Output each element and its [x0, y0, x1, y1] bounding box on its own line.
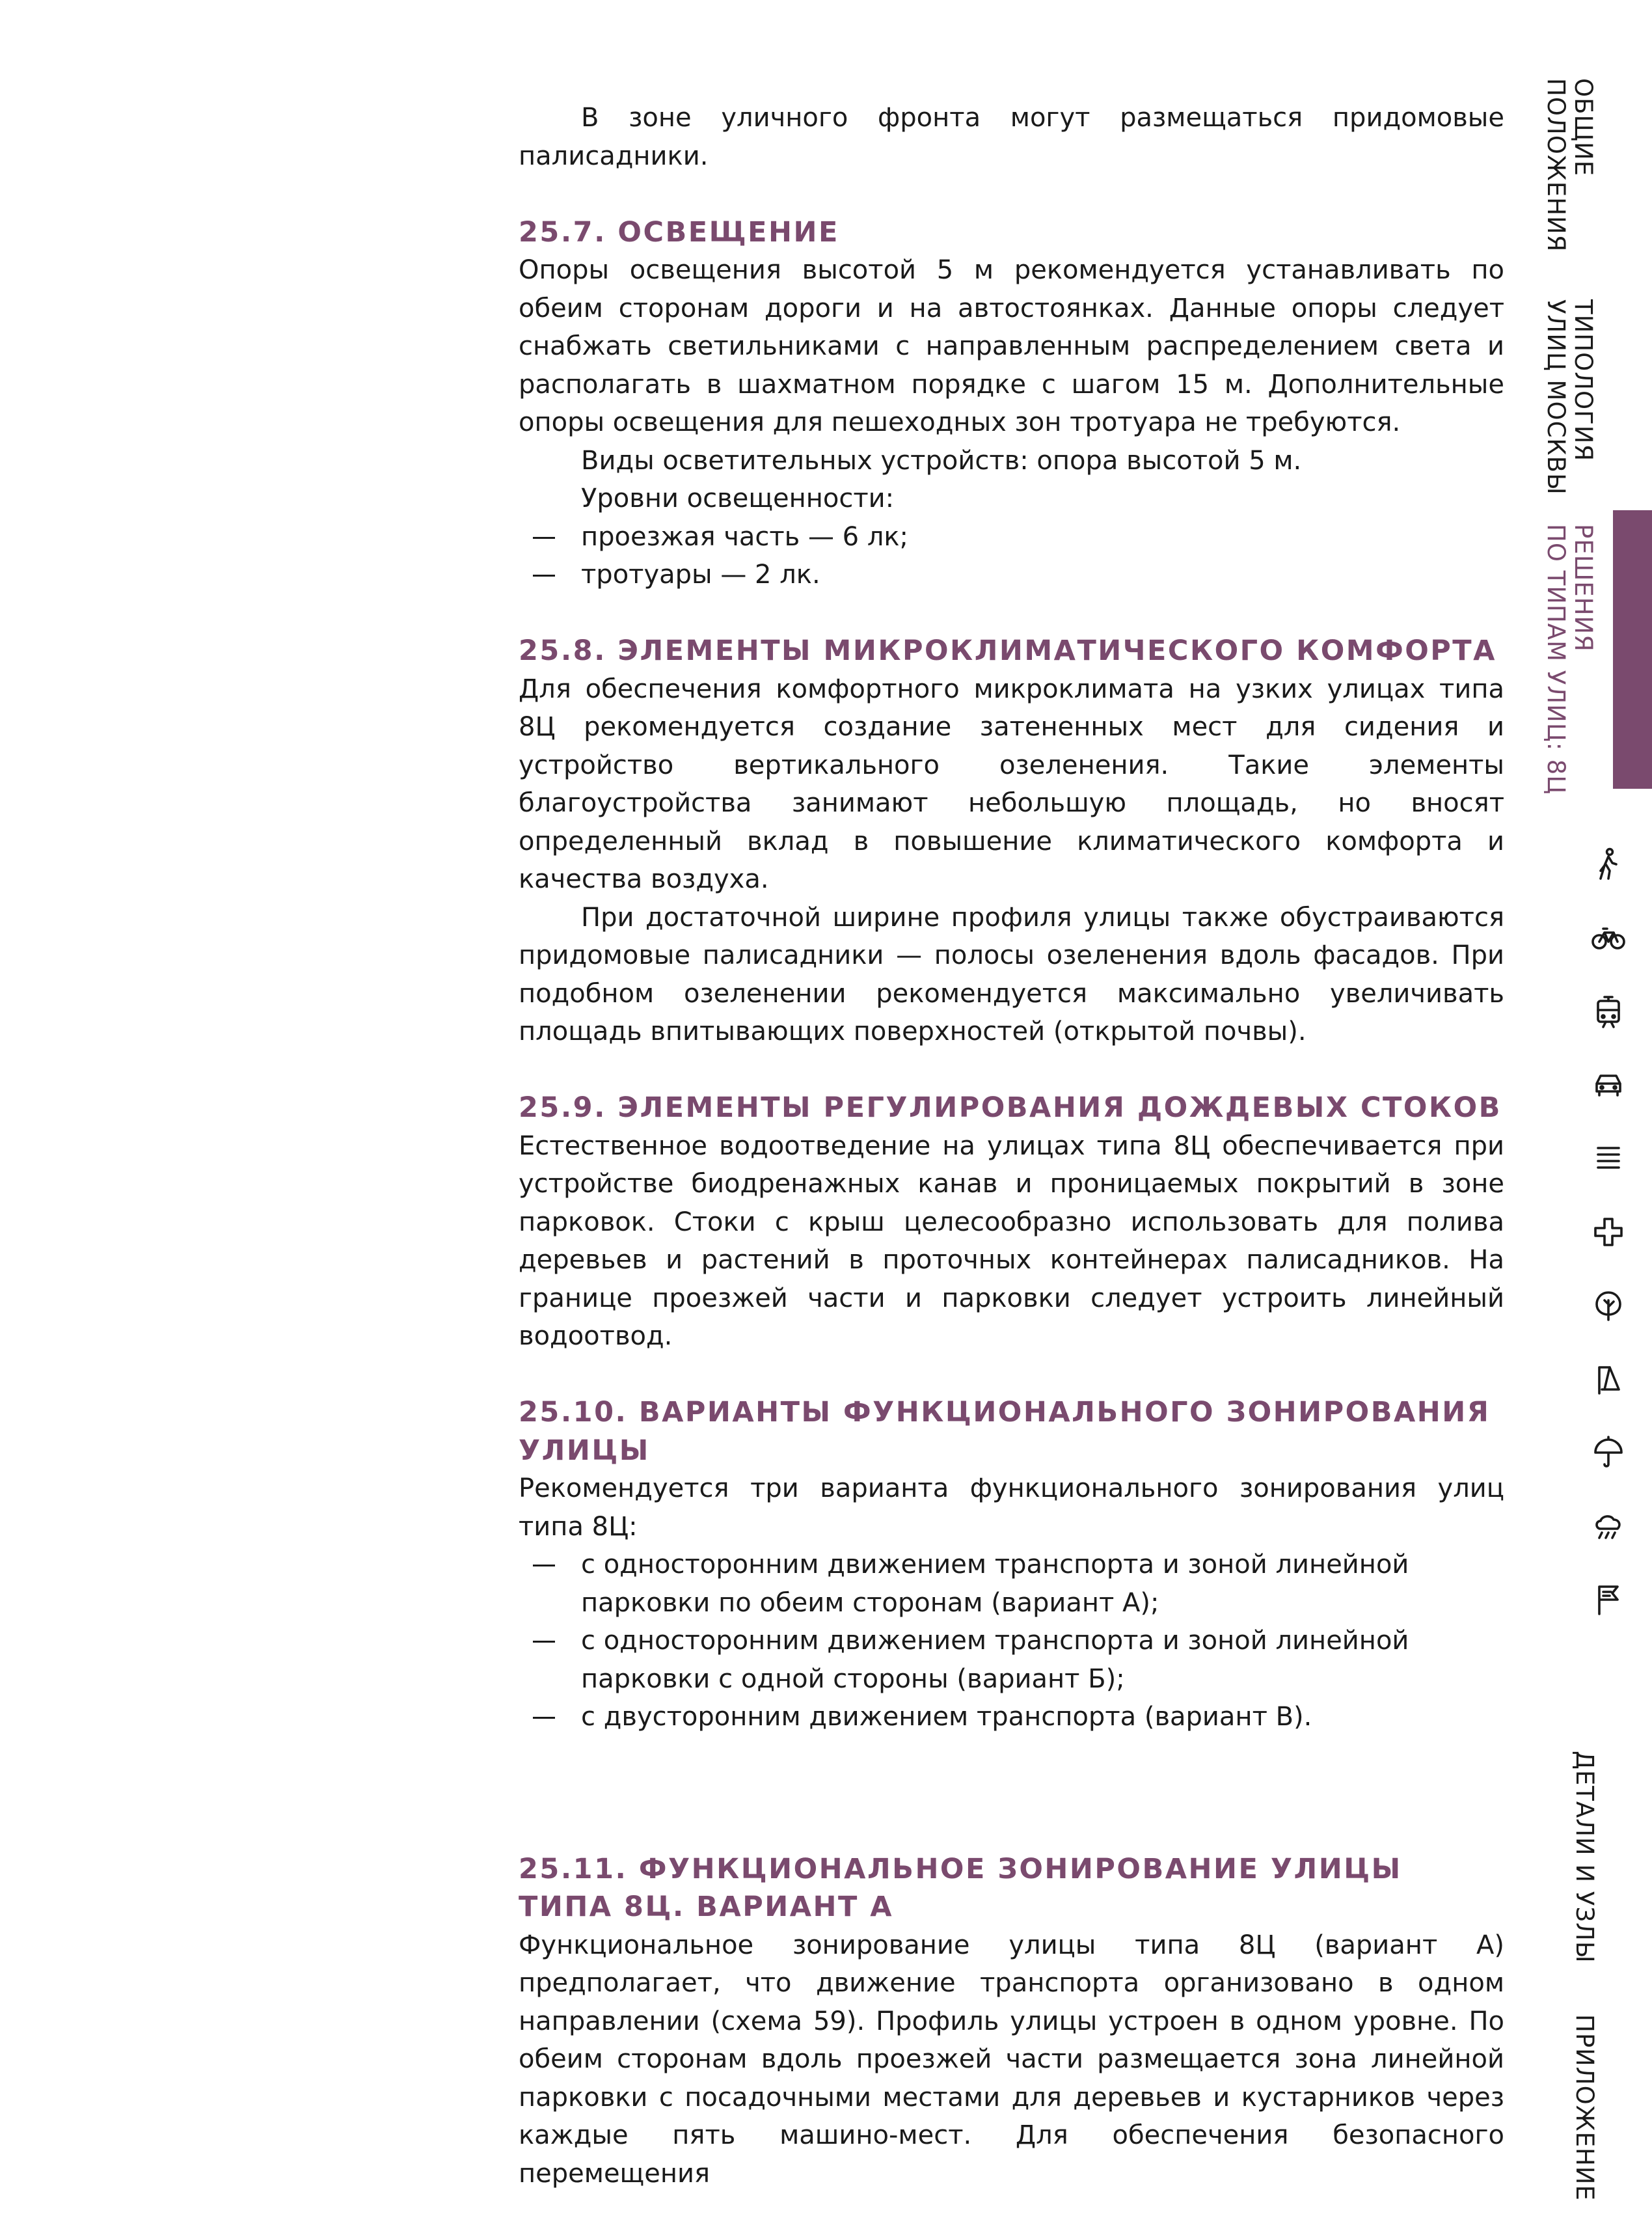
paragraph: Рекомендуется три варианта функционального зонирования улиц типа 8Ц: — [519, 1473, 1504, 1542]
paragraph: Опоры освещения высотой 5 м рекомендуется устанавливать по обеим сторонам дороги и на автостоянках. Данные опоры следует снабжать светильниками с направленным распределением света и располагать в шахматном порядке с шагом 15 м. Дополнительные опоры освещения для пешеходных зон тротуара не требуются. — [519, 255, 1504, 437]
section-zoning-variants — [519, 1393, 1504, 1736]
nav-tab-typology[interactable]: ТИПОЛОГИЯ УЛИЦ МОСКВЫ — [1542, 299, 1597, 495]
bicycle-icon[interactable] — [1591, 921, 1625, 955]
list-item: с двусторонним движением транспорта (вариант В). — [519, 1698, 1504, 1736]
section-heading: 25.7. ОСВЕЩЕНИЕ — [519, 215, 839, 249]
nav-tab-general[interactable]: ОБЩИЕ ПОЛОЖЕНИЯ — [1542, 78, 1597, 253]
bullet-list — [519, 518, 1504, 594]
nav-active-marker — [1613, 510, 1652, 789]
intro — [519, 99, 1504, 175]
section-heading: 25.11. ФУНКЦИОНАЛЬНОЕ ЗОНИРОВАНИЕ УЛИЦЫ ТИПА 8Ц. ВАРИАНТ А — [519, 1852, 1402, 1923]
bullet-list — [519, 1546, 1504, 1736]
tree-icon[interactable] — [1591, 1289, 1625, 1322]
lamp-icon[interactable] — [1591, 1362, 1625, 1396]
section-stormwater — [519, 1089, 1504, 1356]
medical-cross-icon[interactable] — [1591, 1215, 1625, 1249]
section-lighting — [519, 213, 1504, 594]
paragraph: Уровни освещенности: — [581, 484, 895, 513]
car-icon[interactable] — [1591, 1068, 1625, 1102]
paragraph: Естественное водоотведение на улицах типа 8Ц обеспечивается при устройстве биодренажных канав и проницаемых покрытий в зоне парковок. Стоки с крыш целесообразно использовать для полива деревьев и растений в проточных контейнерах палисадников. На границе проезжей части и парковки следует устроить линейный водоотвод. — [519, 1130, 1504, 1351]
section-microclimate — [519, 632, 1504, 1051]
section-heading: 25.10. ВАРИАНТЫ ФУНКЦИОНАЛЬНОГО ЗОНИРОВАНИЯ УЛИЦЫ — [519, 1396, 1491, 1467]
rain-cloud-icon[interactable] — [1591, 1509, 1625, 1543]
paragraph: При достаточной ширине профиля улицы также обустраиваются придомовые палисадники — полосы озеленения вдоль фасадов. При подобном озеленении рекомендуется максимально увеличивать площадь впитывающих поверхностей (открытой почвы). — [519, 902, 1504, 1046]
layers-icon[interactable] — [1591, 1142, 1625, 1175]
list-item: с односторонним движением транспорта и зоной линейной парковки с одной стороны (вариант Б); — [519, 1622, 1504, 1698]
section-zoning-variant-a — [519, 1850, 1504, 2193]
section-heading: 25.8. ЭЛЕМЕНТЫ МИКРОКЛИМАТИЧЕСКОГО КОМФОРТА — [519, 635, 1496, 667]
main-text — [519, 99, 1504, 2193]
flag-icon[interactable] — [1591, 1583, 1625, 1617]
paragraph: Функциональное зонирование улицы типа 8Ц (вариант А) предполагает, что движение транспорта организовано в одном направлении (схема 59). Профиль улицы устроен в одном уровне. По обеим сторонам вдоль проезжей части размещается зона линейной парковки с посадочными местами для деревьев и кустарников через каждые пять машино-мест. Для обеспечения безопасного перемещения — [519, 1930, 1504, 2189]
list-item: проезжая часть — 6 лк; — [519, 518, 1504, 556]
umbrella-icon[interactable] — [1591, 1436, 1625, 1470]
paragraph: Для обеспечения комфортного микроклимата на узких улицах типа 8Ц рекомендуется создание затененных мест для сидения и устройство вертикального озеленения. Такие элементы благоустройства занимают небольшую площадь, но вносят определенный вклад в повышение климатического комфорта и качества воздуха. — [519, 674, 1504, 894]
tram-icon[interactable] — [1591, 994, 1625, 1028]
paragraph: Виды осветительных устройств: опора высотой 5 м. — [581, 445, 1302, 476]
nav-tab-appendix[interactable]: ПРИЛОЖЕНИЕ — [1571, 2014, 1599, 2201]
pedestrian-icon[interactable] — [1591, 847, 1625, 881]
nav-tab-solutions[interactable]: РЕШЕНИЯ ПО ТИПАМ УЛИЦ: 8Ц — [1542, 524, 1597, 795]
list-item: с односторонним движением транспорта и зоной линейной парковки по обеим сторонам (вариант А); — [519, 1546, 1504, 1622]
nav-tab-details[interactable]: ДЕТАЛИ И УЗЛЫ — [1571, 1751, 1599, 1963]
section-heading: 25.9. ЭЛЕМЕНТЫ РЕГУЛИРОВАНИЯ ДОЖДЕВЫХ СТОКОВ — [519, 1091, 1502, 1124]
list-item: тротуары — 2 лк. — [519, 556, 1504, 594]
intro-paragraph: В зоне уличного фронта могут размещаться придомовые палисадники. — [519, 103, 1504, 171]
